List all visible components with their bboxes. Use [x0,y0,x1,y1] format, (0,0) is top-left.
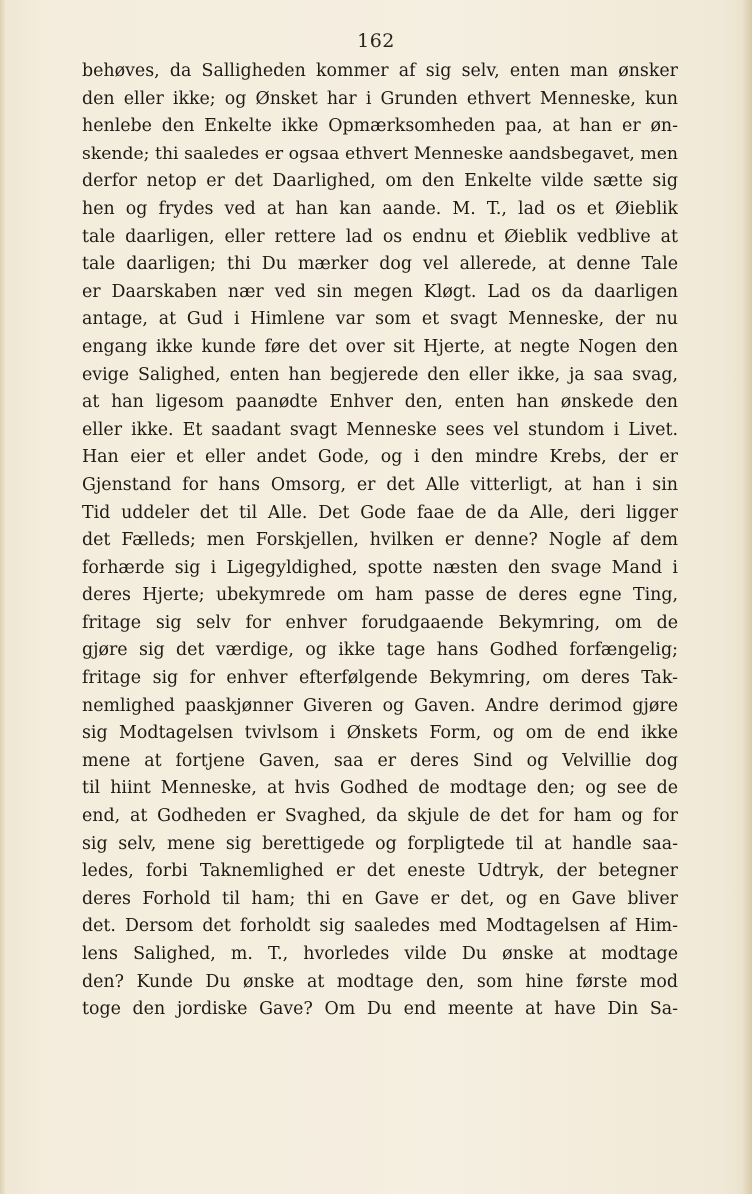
text-line: sig Modtagelsen tvivlsom i Ønskets Form, og om de end ikke [82,723,678,744]
text-line: den eller ikke; og Ønsket har i Grunden ethvert Menneske, kun [82,88,678,109]
text-line: gjøre sig det værdige, og ikke tage hans Godhed forfængelig; [82,640,678,661]
text-line: Gjenstand for hans Omsorg, er det Alle vitterligt, at han i sin [82,474,678,495]
text-line: behøves, da Salligheden kommer af sig selv, enten man ønsker [82,61,678,81]
text-line: derfor netop er det Daarlighed, om den Enkelte vilde sætte sig [82,171,678,192]
text-line: tale daarligen; thi Du mærker dog vel allerede, at denne Tale [82,254,678,275]
body-text [82,58,678,1024]
text-line: mene at fortjene Gaven, saa er deres Sind og Velvillie dog [82,750,678,771]
text-line: skende; thi saaledes er ogsaa ethvert Menneske aandsbegavet, men [82,143,678,164]
text-line: Han eier et eller andet Gode, og i den mindre Krebs, der er [82,447,678,468]
text-line: fritage sig selv for enhver forudgaaende Bekymring, om de [82,612,678,633]
text-line: lens Salighed, m. T., hvorledes vilde Du ønske at modtage [82,944,678,964]
text-line: deres Forhold til ham; thi en Gave er det, og en Gave bliver [82,888,678,909]
text-line: engang ikke kunde føre det over sit Hjerte, at negte Nogen den [82,336,678,357]
text-line: at han ligesom paanødte Enhver den, enten han ønskede den [82,392,678,413]
text-line: det Fælleds; men Forskjellen, hvilken er denne? Nogle af dem [82,530,678,551]
text-line: henlebe den Enkelte ikke Opmærksomheden paa, at han er øn- [82,116,678,137]
text-line: ledes, forbi Taknemlighed er det eneste Udtryk, der betegner [82,861,678,882]
text-line: sig selv, mene sig berettigede og forpligtede til at handle saa- [82,833,678,854]
text-line: den? Kunde Du ønske at modtage den, som hine første mod [82,971,678,992]
text-line: fritage sig for enhver efterfølgende Bekymring, om deres Tak- [82,668,678,689]
text-line: Tid uddeler det til Alle. Det Gode faae de da Alle, deri ligger [82,502,678,523]
text-line: tale daarligen, eller rettere lad os endnu et Øieblik vedblive at [82,226,678,247]
page-right-shadow [742,0,752,1194]
text-line: toge den jordiske Gave? Om Du end meente at have Din Sa- [82,999,678,1020]
text-line: end, at Godheden er Svaghed, da skjule de det for ham og for [82,806,678,827]
text-line: deres Hjerte; ubekymrede om ham passe de deres egne Ting, [82,585,678,606]
text-line: forhærde sig i Ligegyldighed, spotte næsten den svage Mand i [82,557,678,578]
text-line: til hiint Menneske, at hvis Godhed de modtage den; og see de [82,778,678,799]
text-line: antage, at Gud i Himlene var som et svagt Menneske, der nu [82,309,678,330]
text-line: nemlighed paaskjønner Giveren og Gaven. Andre derimod gjøre [82,695,678,716]
text-line: evige Salighed, enten han begjerede den eller ikke, ja saa svag, [82,364,678,385]
page-left-shadow [0,0,6,1194]
text-line: er Daarskaben nær ved sin megen Kløgt. Lad os da daarligen [82,281,678,302]
text-line: eller ikke. Et saadant svagt Menneske sees vel stundom i Livet. [82,419,678,440]
text-line: hen og frydes ved at han kan aande. M. T., lad os et Øieblik [82,198,678,219]
text-line: det. Dersom det forholdt sig saaledes med Modtagelsen af Him- [82,916,678,937]
page-number: 162 [357,30,395,52]
